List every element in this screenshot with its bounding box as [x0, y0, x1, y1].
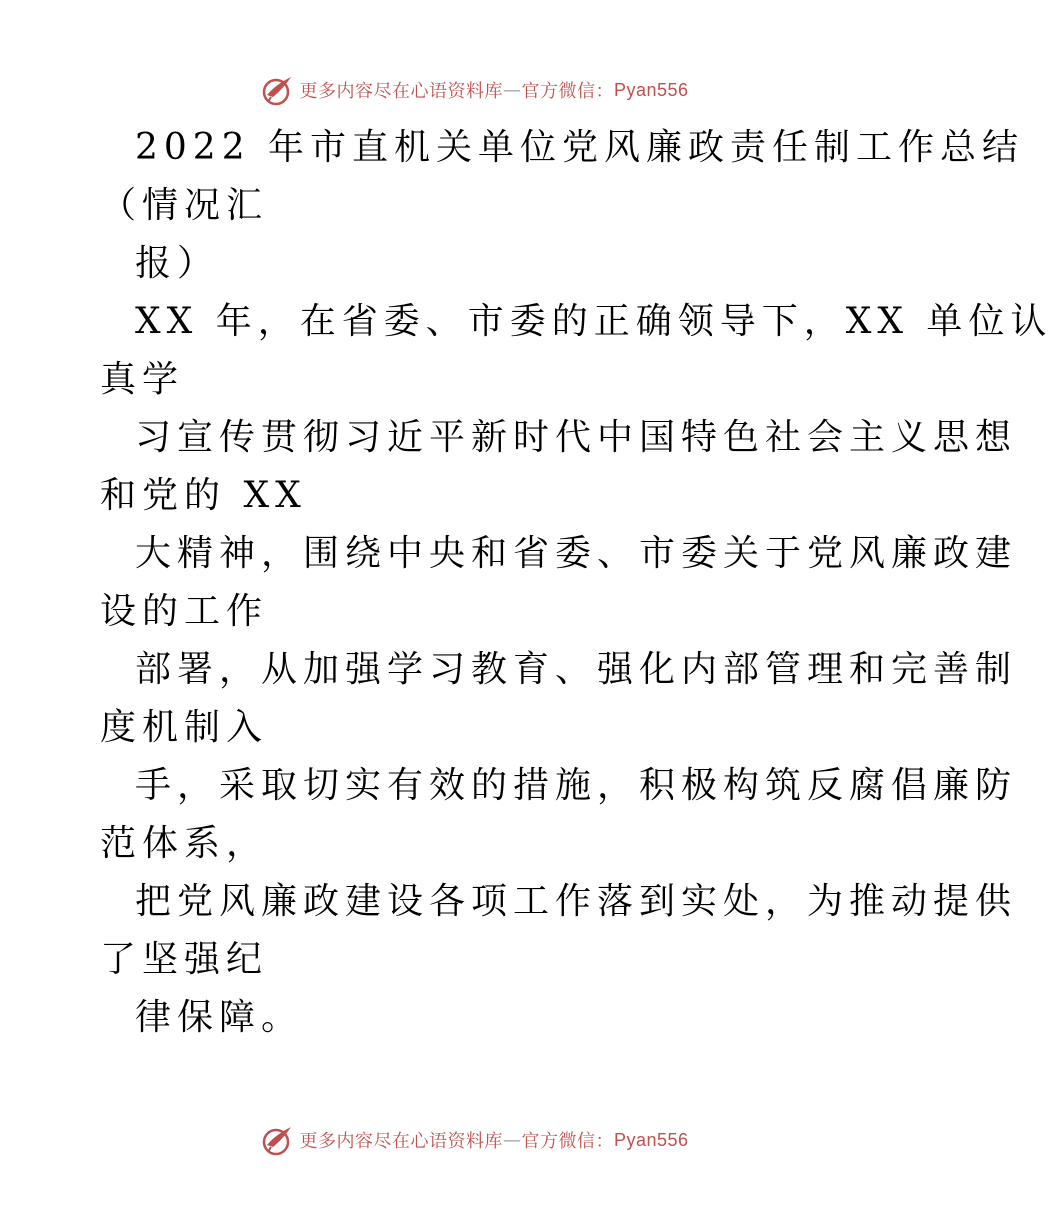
footer-watermark [0, 1120, 950, 1160]
paragraph-line: 手，采取切实有效的措施，积极构筑反腐倡廉防 [135, 765, 1018, 806]
paragraph-line: 习宣传贯彻习近平新时代中国特色社会主义思想 [135, 417, 1018, 458]
paragraph-line: 真学 [100, 359, 185, 400]
quill-pen-logo-icon [261, 1123, 295, 1157]
paragraph-line: 和党的 XX [100, 475, 307, 516]
paragraph-line: 度机制入 [100, 707, 269, 748]
document-title-line-1: 2022 年市直机关单位党风廉政责任制工作总结 [135, 127, 1025, 168]
paragraph-line: 了坚强纪 [100, 939, 269, 980]
paragraph-line: 大精神，围绕中央和省委、市委关于党风廉政建 [135, 533, 1018, 574]
paragraph-line: 部署，从加强学习教育、强化内部管理和完善制 [135, 649, 1018, 690]
watermark-brand-text: 更多内容尽在心语资料库 [299, 1131, 503, 1152]
paragraph-line: XX 年，在省委、市委的正确领导下，XX 单位认 [135, 301, 1052, 342]
paragraph-line: 设的工作 [100, 591, 269, 632]
watermark-wechat-label: 官方微信： [521, 81, 614, 102]
quill-pen-logo-icon [261, 73, 295, 107]
paragraph-line: 律保障。 [135, 997, 304, 1038]
watermark-brand-text: 更多内容尽在心语资料库 [299, 81, 503, 102]
paragraph-line: 把党风廉政建设各项工作落到实处，为推动提供 [135, 881, 1018, 922]
paragraph-line: 范体系， [100, 823, 269, 864]
header-watermark [0, 70, 950, 110]
watermark-wechat-id: Pyan556 [613, 1129, 689, 1150]
document-title-line-3: 报） [135, 243, 220, 284]
document-title-line-2: （情况汇 [100, 185, 269, 226]
watermark-dash: — [502, 1129, 522, 1151]
watermark-wechat-label: 官方微信： [521, 1131, 614, 1152]
watermark-wechat-id: Pyan556 [613, 79, 689, 100]
watermark-dash: — [502, 79, 522, 101]
